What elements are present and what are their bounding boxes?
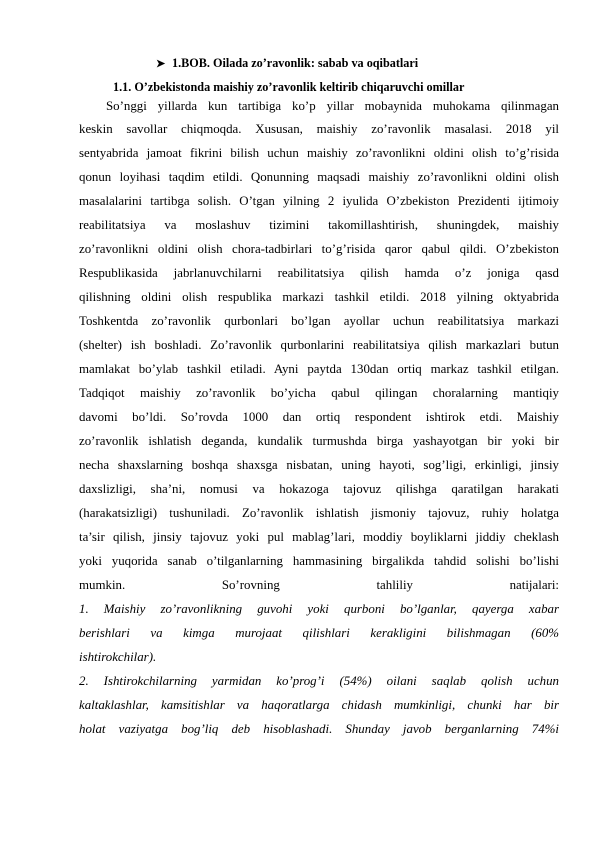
list-item-line: 2. Ishtirokchilarning yarmidan ko’prog’i (54%) oilani saqlab qolish uchun [79,674,559,688]
chapter-title-text: 1.BOB. Oilada zo’ravonlik: sabab va oqibatlari [172,56,419,70]
paragraph-line: keskin savollar chiqmoqda. Xususan, maishiy zo’ravonlik masalasi. 2018 yil [79,122,559,136]
paragraph-line: mamlakat bo’ylab tashkil etiladi. Ayni paytda 130dan ortiq markaz tashkil etilgan. [79,362,559,376]
paragraph-line: necha shaxslarning boshqa shaxsga nisbatan, uning hayoti, sog’ligi, erkinligi, jinsiy [79,458,559,472]
paragraph-line: qilishning oldini olish respublika markazi tashkil etildi. 2018 yilning oktyabrida [79,290,559,304]
paragraph-line: Respublikasida jabrlanuvchilarni reabilitatsiya qilish hamda o’z joniga qasd [79,266,559,280]
paragraph-line: zo’ravonlikni oldini olish chora-tadbirlari to’g’risida qaror qabul qildi. O’zbekiston [79,242,559,256]
chapter-title [156,56,418,71]
section-title: 1.1. O’zbekistonda maishiy zo’ravonlik keltirib chiqaruvchi omillar [113,80,465,94]
paragraph-line: So’nggi yillarda kun tartibiga ko’p yillar mobaynida muhokama qilinmagan [106,99,559,113]
list-item-line: berishlari va kimga murojaat qilishlari kerakligini bilishmagan (60% [79,626,559,640]
paragraph-line: daxslizligi, sha’ni, nomusi va hokazoga tajovuz qilishga qaratilgan harakati [79,482,559,496]
paragraph-line: zo’ravonlik ishlatish deganda, kundalik turmushda birga yashayotgan bir yoki bir [79,434,559,448]
paragraph-line: yoki yuqorida sanab o’tilganlarning hammasining birgalikda tahdid solishi bo’lishi [79,554,559,568]
arrow-bullet-icon: ➤ [156,58,166,70]
paragraph-line: davomi bo’ldi. So’rovda 1000 dan ortiq respondent ishtirok etdi. Maishiy [79,410,559,424]
paragraph-line: ta’sir qilish, jinsiy tajovuz yoki pul mablag’lari, moddiy boyliklarni jiddiy cheklash [79,530,559,544]
paragraph-line: sentyabrida jamoat fikrini bilish uchun maishiy zo’ravonlikni oldini olish to’g’risida [79,146,559,160]
list-item-line: 1. Maishiy zo’ravonlikning guvohi yoki qurboni bo’lganlar, qayerga xabar [79,602,559,616]
paragraph-line: reabilitatsiya va moslashuv tizimini takomillashtirish, shuningdek, maishiy [79,218,559,232]
paragraph-line: (shelter) ish boshladi. Zo’ravonlik qurbonlarini reabilitatsiya qilish markazlari butun [79,338,559,352]
list-item-line: kaltaklashlar, kamsitishlar va haqoratlarga chidash mumkinligi, chunki har bir [79,698,559,712]
list-item-line: ishtirokchilar). [79,650,157,664]
paragraph-line: masalalarini tartibga solish. O’tgan yilning 2 iyulida O’zbekiston Prezidenti ijtimoiy [79,194,559,208]
list-item-line: holat vaziyatga bog’liq deb hisoblashadi. Shunday javob berganlarning 74%i [79,722,559,736]
paragraph-line: qonun loyihasi taqdim etildi. Qonunning maqsadi maishiy zo’ravonlikni oldini olish [79,170,559,184]
paragraph-line: Tadqiqot maishiy zo’ravonlik bo’yicha qabul qilingan choralarning mantiqiy [79,386,559,400]
paragraph-line: Toshkentda zo’ravonlik qurbonlari bo’lgan ayollar uchun reabilitatsiya markazi [79,314,559,328]
paragraph-line: mumkin. So’rovning tahliliy natijalari: [79,578,559,592]
paragraph-line: (harakatsizligi) tushuniladi. Zo’ravonlik ishlatish jismoniy tajovuz, ruhiy holatga [79,506,559,520]
